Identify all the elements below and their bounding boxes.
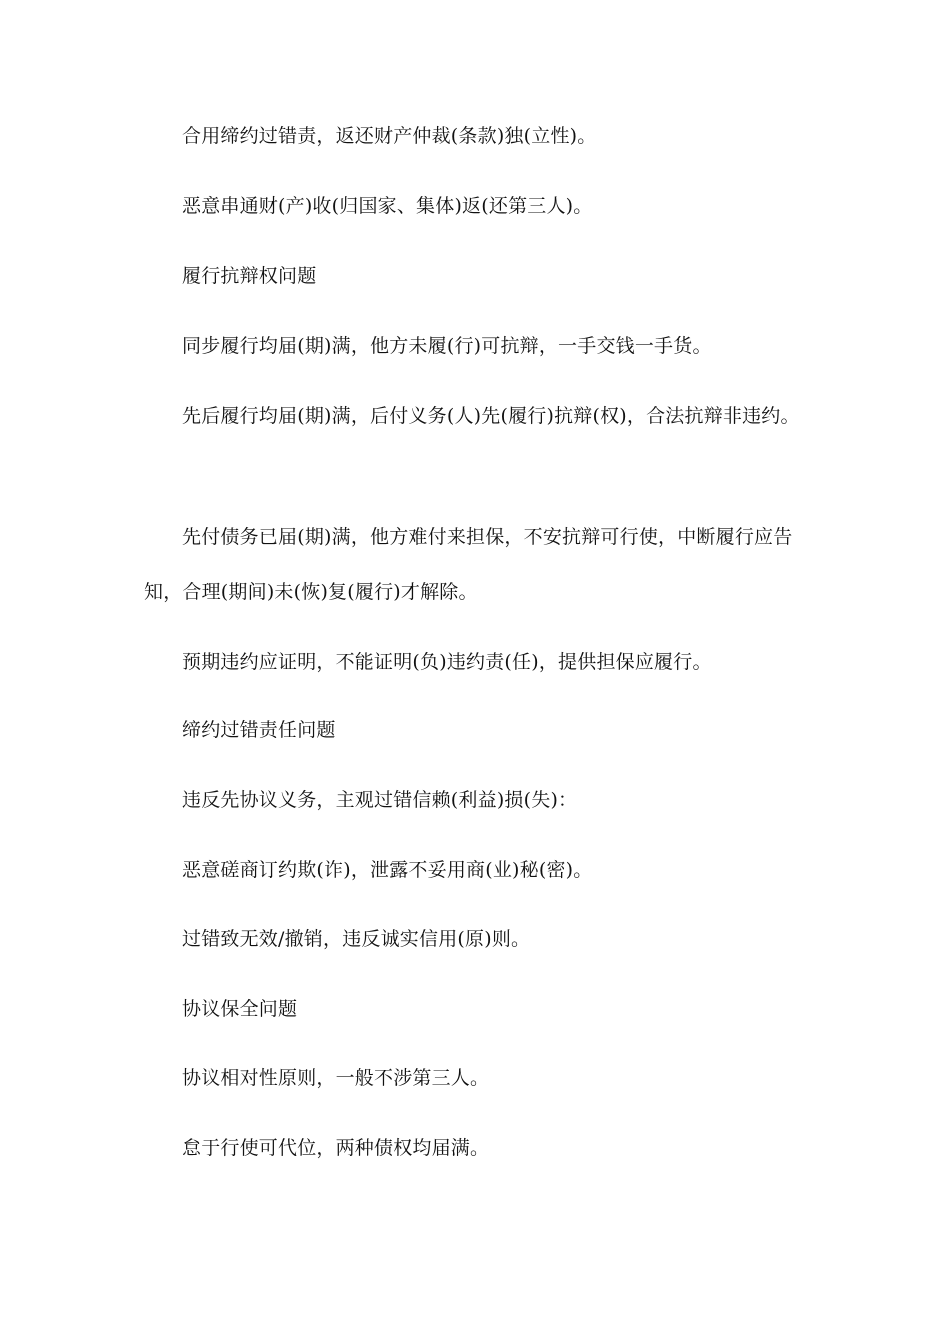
paragraph-line: 预期违约应证明，不能证明(负)违约责(任)，提供担保应履行。 [182,651,712,673]
paragraph-line: 过错致无效/撤销，违反诚实信用(原)则。 [182,928,531,950]
paragraph-line: 合用缔约过错责，返还财产仲裁(条款)独(立性)。 [182,125,597,147]
section-heading: 履行抗辩权问题 [182,265,317,287]
paragraph-line: 先后履行均届(期)满，后付义务(人)先(履行)抗辩(权)，合法抗辩非违约。 [182,405,800,427]
paragraph-line: 同步履行均届(期)满，他方未履(行)可抗辩，一手交钱一手货。 [182,335,712,357]
paragraph-line: 先付债务已届(期)满，他方难付来担保，不安抗辩可行使，中断履行应告 [182,526,793,548]
paragraph-line: 怠于行使可代位，两种债权均届满。 [182,1137,490,1159]
paragraph-line: 协议相对性原则，一般不涉第三人。 [182,1067,490,1089]
paragraph-line: 恶意串通财(产)收(归国家、集体)返(还第三人)。 [182,195,593,217]
section-heading: 缔约过错责任问题 [182,719,336,741]
paragraph-line: 违反先协议义务，主观过错信赖(利益)损(失)： [182,789,578,811]
paragraph-line: 恶意磋商订约欺(诈)，泄露不妥用商(业)秘(密)。 [182,859,593,881]
section-heading: 协议保全问题 [182,998,298,1020]
paragraph-line-continuation: 知，合理(期间)未(恢)复(履行)才解除。 [144,581,478,603]
